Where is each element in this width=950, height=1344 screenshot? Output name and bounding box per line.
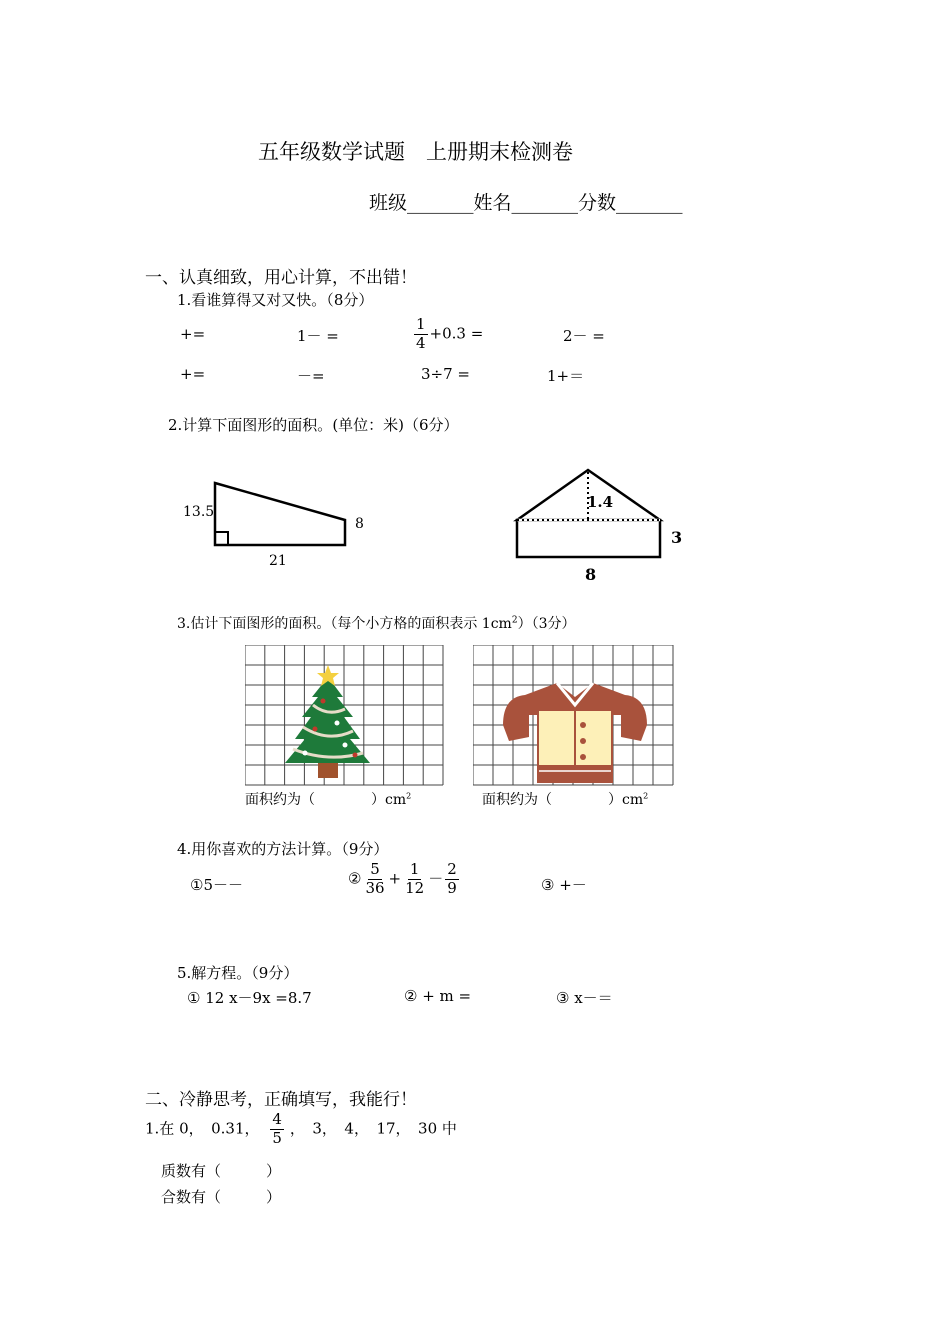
composite-answer[interactable]: 合数有（ ） [161, 1188, 282, 1206]
rectangle-shape [517, 520, 660, 557]
section1-heading: 一、认真细致，用心计算，不出错！ [145, 268, 417, 288]
jacket-grid [473, 645, 678, 787]
class-field[interactable]: 班级_______ [369, 192, 474, 214]
trapezoid-right-label: 8 [355, 516, 364, 532]
house-figure [500, 460, 700, 590]
trapezoid-bottom-label: 21 [269, 553, 287, 569]
section2-heading: 二、冷静思考，正确填写，我能行！ [145, 1090, 417, 1110]
q1-row1-item1: += [180, 325, 206, 343]
tree-icon [285, 665, 370, 778]
q4-title: 4.用你喜欢的方法计算。（9分） [177, 840, 389, 858]
jacket-icon [503, 683, 647, 783]
q1-row1-item4: 2－ = [563, 327, 605, 345]
q1-row1-item3: $\frac{1}{4}$ +0.3 = [416, 315, 484, 352]
q3-title: 3.估计下面图形的面积。（每个小方格的面积表示 $1cm^2)(3$分） [177, 615, 576, 632]
fraction: $\frac{1}{12}$ [405, 860, 425, 897]
fraction: $\frac{4}{5}$ [272, 1110, 282, 1147]
q5-item2: ② + m = [404, 987, 472, 1005]
q1-row2-item2: －= [297, 367, 325, 385]
tree-area-answer[interactable]: 面积约为（ ）$cm^2$ [245, 791, 412, 808]
name-field[interactable]: 姓名_______ [473, 192, 579, 214]
header-fields [369, 188, 683, 215]
prime-answer[interactable]: 质数有（ ） [161, 1162, 282, 1180]
house-bottom-label: 8 [585, 565, 597, 584]
q5-title: 5.解方程。（9分） [177, 964, 299, 982]
house-side-label: 3 [671, 528, 683, 547]
fraction: $\frac{1}{4}$ [416, 315, 426, 352]
trapezoid-shape [215, 483, 345, 545]
trapezoid-left-label: 13.5 [183, 504, 215, 520]
fraction: $\frac{5}{36}$ [365, 860, 385, 897]
house-height-label: 1.4 [587, 493, 614, 511]
right-angle-mark [215, 532, 228, 545]
q4-item1: ①5－－ [190, 876, 243, 894]
q2-title: 2.计算下面图形的面积。(单位：米)（6分） [168, 416, 459, 434]
q1-row2-item3: 3÷7 = [421, 365, 470, 383]
q1-row2-item1: += [180, 365, 206, 383]
score-field[interactable]: 分数_______ [578, 192, 683, 214]
q5-item1: ① 12 x－9x =8.7 [187, 989, 312, 1007]
tree-grid [245, 645, 445, 787]
q1-row1-item2: 1－ = [297, 327, 339, 345]
q4-item3: ③ +－ [541, 876, 587, 894]
q5-item3: ③ x－＝ [556, 989, 613, 1007]
jacket-area-answer[interactable]: 面积约为（ ）$cm^2$ [482, 791, 649, 808]
q1-row2-item4: 1+＝ [547, 367, 585, 385]
page-title: 五年级数学试题 上册期末检测卷 [258, 140, 573, 164]
fraction: $\frac{2}{9}$ [447, 860, 457, 897]
q4-item2: ② $\frac{5}{36}$ + $\frac{1}{12}$ － $\frac{2}{9}$ [348, 860, 457, 897]
s2-q1-numbers: 1.在 0， 0.31， $\frac{4}{5}$ ， 3， 4， 17， 30 中 [145, 1110, 457, 1147]
trapezoid-figure [180, 470, 380, 570]
q1-title: 1.看谁算得又对又快。（8分） [177, 291, 374, 309]
